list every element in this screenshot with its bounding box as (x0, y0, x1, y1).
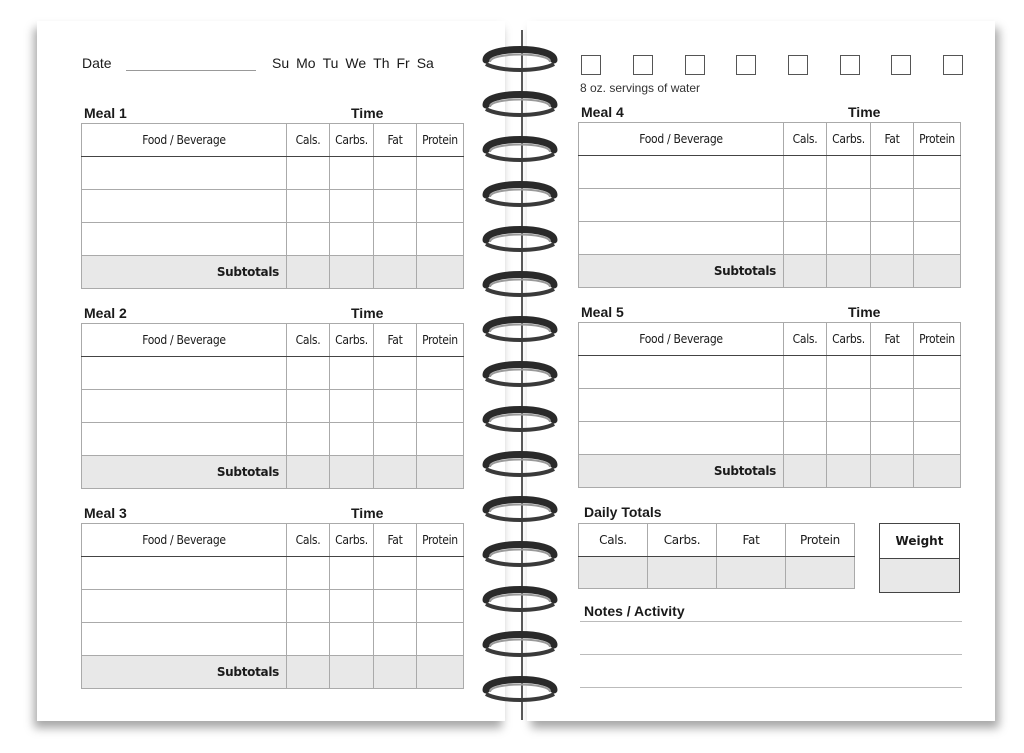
subtotal-fat-cell[interactable] (871, 255, 914, 288)
carbs-cell[interactable] (330, 357, 374, 390)
column-header-cals: Cals. (287, 524, 330, 557)
carbs-cell[interactable] (330, 390, 374, 423)
column-header-cals: Cals. (287, 324, 330, 357)
coil (486, 320, 554, 341)
column-header-protein: Protein (914, 123, 961, 156)
cals-cell[interactable] (287, 390, 330, 423)
table-row (579, 189, 961, 222)
food-cell[interactable] (82, 157, 287, 190)
coil (486, 140, 554, 161)
protein-cell[interactable] (914, 356, 961, 389)
cals-cell[interactable] (784, 156, 827, 189)
table-row (82, 223, 464, 256)
coil (486, 365, 554, 386)
food-cell[interactable] (82, 590, 287, 623)
food-cell[interactable] (579, 156, 784, 189)
day-th[interactable]: Th (373, 55, 390, 71)
coil (486, 230, 554, 251)
food-cell[interactable] (82, 190, 287, 223)
coil (486, 185, 554, 206)
notes-line[interactable] (580, 621, 962, 622)
water-checkbox[interactable] (581, 55, 601, 75)
subtotals-label: Subtotals (82, 456, 287, 489)
column-header-food: Food / Beverage (579, 123, 784, 156)
coil (486, 590, 554, 611)
food-cell[interactable] (82, 223, 287, 256)
protein-cell[interactable] (914, 189, 961, 222)
day-sa[interactable]: Sa (416, 55, 434, 71)
table-row (82, 357, 464, 390)
day-of-week-row (272, 55, 434, 71)
fat-cell[interactable] (374, 157, 417, 190)
table-row (82, 590, 464, 623)
coil (486, 500, 554, 521)
cals-cell[interactable] (784, 389, 827, 422)
subtotal-carbs-cell[interactable] (827, 455, 871, 488)
food-cell[interactable] (82, 423, 287, 456)
cals-cell[interactable] (784, 422, 827, 455)
food-cell[interactable] (82, 390, 287, 423)
daily-col-cals: Cals. (579, 524, 648, 557)
time-label: Time (848, 104, 881, 120)
protein-cell[interactable] (914, 389, 961, 422)
cals-cell[interactable] (287, 223, 330, 256)
binding-coils (486, 50, 554, 701)
subtotals-row (579, 255, 961, 288)
daily-col-carbs: Carbs. (648, 524, 717, 557)
weight-label: Weight (880, 524, 960, 559)
daily-col-fat: Fat (717, 524, 786, 557)
meal-title: Meal 1 (84, 105, 127, 121)
meal-table (578, 322, 961, 488)
protein-cell[interactable] (417, 223, 464, 256)
cals-cell[interactable] (287, 557, 330, 590)
column-header-fat: Fat (374, 324, 417, 357)
day-tu[interactable]: Tu (322, 55, 339, 71)
column-header-fat: Fat (871, 123, 914, 156)
food-cell[interactable] (579, 222, 784, 255)
fat-cell[interactable] (871, 222, 914, 255)
column-header-carbs: Carbs. (827, 123, 871, 156)
time-label: Time (351, 505, 384, 521)
coil (486, 635, 554, 656)
cals-cell[interactable] (784, 222, 827, 255)
table-row (82, 623, 464, 656)
day-fr[interactable]: Fr (396, 55, 410, 71)
meal-table (81, 523, 464, 689)
meal-title: Meal 3 (84, 505, 127, 521)
subtotal-cals-cell[interactable] (784, 455, 827, 488)
meal-table (81, 323, 464, 489)
fat-cell[interactable] (374, 423, 417, 456)
column-header-cals: Cals. (287, 124, 330, 157)
protein-cell[interactable] (417, 557, 464, 590)
table-row (82, 157, 464, 190)
coil (486, 455, 554, 476)
subtotals-label: Subtotals (579, 455, 784, 488)
column-header-cals: Cals. (784, 323, 827, 356)
food-cell[interactable] (82, 623, 287, 656)
carbs-cell[interactable] (330, 190, 374, 223)
protein-cell[interactable] (914, 156, 961, 189)
coil (486, 410, 554, 431)
day-mo[interactable]: Mo (296, 55, 316, 71)
column-header-protein: Protein (417, 124, 464, 157)
cals-cell[interactable] (287, 623, 330, 656)
day-we[interactable]: We (345, 55, 367, 71)
food-cell[interactable] (579, 389, 784, 422)
subtotal-protein-cell[interactable] (417, 256, 464, 289)
carbs-cell[interactable] (827, 422, 871, 455)
day-su[interactable]: Su (272, 55, 290, 71)
table-row (579, 222, 961, 255)
food-cell[interactable] (82, 557, 287, 590)
subtotal-protein-cell[interactable] (417, 656, 464, 689)
column-header-food: Food / Beverage (82, 524, 287, 557)
carbs-cell[interactable] (330, 157, 374, 190)
table-row (579, 156, 961, 189)
food-cell[interactable] (82, 357, 287, 390)
protein-cell[interactable] (914, 422, 961, 455)
carbs-cell[interactable] (827, 389, 871, 422)
food-cell[interactable] (579, 189, 784, 222)
carbs-cell[interactable] (330, 590, 374, 623)
subtotals-row (82, 656, 464, 689)
table-row (82, 423, 464, 456)
protein-cell[interactable] (417, 423, 464, 456)
notes-line[interactable] (580, 654, 962, 655)
column-header-food: Food / Beverage (82, 124, 287, 157)
subtotal-protein-cell[interactable] (914, 455, 961, 488)
daily-totals-title: Daily Totals (584, 504, 662, 520)
coil (486, 545, 554, 566)
column-header-food: Food / Beverage (579, 323, 784, 356)
daily-protein-cell[interactable] (786, 557, 855, 589)
weight-cell[interactable] (880, 559, 960, 593)
weight-table (879, 523, 960, 593)
water-checkbox[interactable] (840, 55, 860, 75)
meal-title: Meal 5 (581, 304, 624, 320)
table-row (82, 190, 464, 223)
coil (486, 95, 554, 116)
time-label: Time (351, 305, 384, 321)
protein-cell[interactable] (914, 222, 961, 255)
fat-cell[interactable] (374, 623, 417, 656)
table-row (82, 557, 464, 590)
subtotal-fat-cell[interactable] (374, 256, 417, 289)
daily-col-protein: Protein (786, 524, 855, 557)
carbs-cell[interactable] (330, 623, 374, 656)
water-checkbox[interactable] (943, 55, 963, 75)
carbs-cell[interactable] (827, 156, 871, 189)
meal-title: Meal 4 (581, 104, 624, 120)
food-cell[interactable] (579, 356, 784, 389)
column-header-carbs: Carbs. (330, 124, 374, 157)
meal-title: Meal 2 (84, 305, 127, 321)
subtotal-carbs-cell[interactable] (330, 456, 374, 489)
notes-title: Notes / Activity (584, 603, 685, 619)
subtotals-label: Subtotals (82, 656, 287, 689)
subtotals-label: Subtotals (82, 256, 287, 289)
coil (486, 275, 554, 296)
cals-cell[interactable] (287, 190, 330, 223)
subtotal-fat-cell[interactable] (374, 656, 417, 689)
notes-line[interactable] (580, 687, 962, 688)
fat-cell[interactable] (871, 389, 914, 422)
carbs-cell[interactable] (330, 423, 374, 456)
water-checkbox[interactable] (633, 55, 653, 75)
date-label: Date (82, 55, 112, 71)
column-header-protein: Protein (417, 324, 464, 357)
fat-cell[interactable] (374, 390, 417, 423)
subtotal-carbs-cell[interactable] (827, 255, 871, 288)
subtotals-label: Subtotals (579, 255, 784, 288)
table-row (82, 390, 464, 423)
subtotal-protein-cell[interactable] (417, 456, 464, 489)
fat-cell[interactable] (871, 189, 914, 222)
cals-cell[interactable] (287, 423, 330, 456)
coil (486, 680, 554, 701)
subtotal-cals-cell[interactable] (287, 256, 330, 289)
water-checkbox[interactable] (685, 55, 705, 75)
water-checkbox[interactable] (891, 55, 911, 75)
column-header-carbs: Carbs. (827, 323, 871, 356)
fat-cell[interactable] (374, 357, 417, 390)
date-field[interactable] (126, 70, 256, 71)
cals-cell[interactable] (784, 189, 827, 222)
coil (486, 50, 554, 71)
food-cell[interactable] (579, 422, 784, 455)
carbs-cell[interactable] (827, 356, 871, 389)
carbs-cell[interactable] (827, 222, 871, 255)
cals-cell[interactable] (784, 356, 827, 389)
cals-cell[interactable] (287, 157, 330, 190)
subtotal-carbs-cell[interactable] (330, 256, 374, 289)
table-row (579, 356, 961, 389)
protein-cell[interactable] (417, 190, 464, 223)
table-row (579, 389, 961, 422)
subtotal-protein-cell[interactable] (914, 255, 961, 288)
carbs-cell[interactable] (330, 557, 374, 590)
subtotals-row (579, 455, 961, 488)
carbs-cell[interactable] (827, 189, 871, 222)
subtotals-row (82, 456, 464, 489)
fat-cell[interactable] (374, 223, 417, 256)
table-row (579, 422, 961, 455)
water-label: 8 oz. servings of water (580, 81, 701, 95)
fat-cell[interactable] (374, 190, 417, 223)
fat-cell[interactable] (871, 156, 914, 189)
subtotal-fat-cell[interactable] (871, 455, 914, 488)
fat-cell[interactable] (374, 590, 417, 623)
column-header-fat: Fat (374, 124, 417, 157)
column-header-food: Food / Beverage (82, 324, 287, 357)
subtotal-cals-cell[interactable] (287, 456, 330, 489)
carbs-cell[interactable] (330, 223, 374, 256)
subtotal-carbs-cell[interactable] (330, 656, 374, 689)
protein-cell[interactable] (417, 623, 464, 656)
column-header-cals: Cals. (784, 123, 827, 156)
cals-cell[interactable] (287, 590, 330, 623)
daily-totals-table (578, 523, 855, 589)
spiral-binding (480, 30, 560, 720)
fat-cell[interactable] (871, 422, 914, 455)
time-label: Time (848, 304, 881, 320)
column-header-protein: Protein (914, 323, 961, 356)
protein-cell[interactable] (417, 157, 464, 190)
subtotals-row (82, 256, 464, 289)
protein-cell[interactable] (417, 590, 464, 623)
column-header-protein: Protein (417, 524, 464, 557)
time-label: Time (351, 105, 384, 121)
column-header-fat: Fat (374, 524, 417, 557)
meal-table (81, 123, 464, 289)
subtotal-cals-cell[interactable] (784, 255, 827, 288)
daily-fat-cell[interactable] (717, 557, 786, 589)
column-header-fat: Fat (871, 323, 914, 356)
subtotal-fat-cell[interactable] (374, 456, 417, 489)
protein-cell[interactable] (417, 357, 464, 390)
water-checkbox[interactable] (736, 55, 756, 75)
subtotal-cals-cell[interactable] (287, 656, 330, 689)
daily-cals-cell[interactable] (579, 557, 648, 589)
daily-carbs-cell[interactable] (648, 557, 717, 589)
cals-cell[interactable] (287, 357, 330, 390)
fat-cell[interactable] (374, 557, 417, 590)
column-header-carbs: Carbs. (330, 524, 374, 557)
protein-cell[interactable] (417, 390, 464, 423)
water-checkbox[interactable] (788, 55, 808, 75)
fat-cell[interactable] (871, 356, 914, 389)
column-header-carbs: Carbs. (330, 324, 374, 357)
meal-table (578, 122, 961, 288)
